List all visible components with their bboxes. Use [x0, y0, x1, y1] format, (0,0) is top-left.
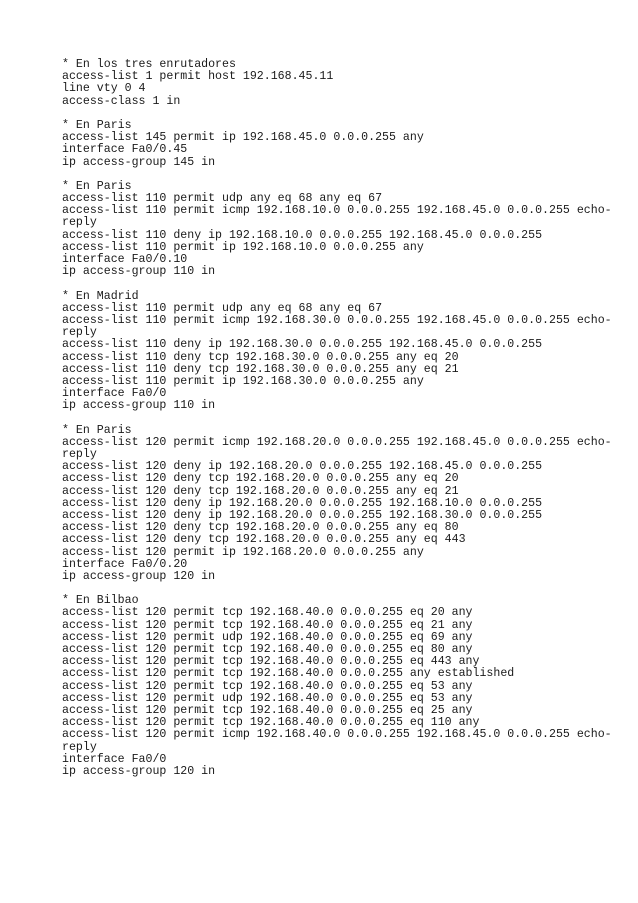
config-line: reply	[62, 448, 97, 461]
config-line: access-list 110 permit icmp 192.168.30.0 0.0.0.255 192.168.45.0 0.0.0.255 echo-	[62, 313, 612, 327]
section-spacer	[62, 169, 622, 181]
config-line: access-list 120 permit tcp 192.168.40.0 0.0.0.255 eq 110 any	[62, 716, 480, 730]
config-line: access-list 120 deny tcp 192.168.20.0 0.0.0.255 any eq 21	[62, 484, 459, 498]
config-line: reply	[62, 740, 97, 754]
config-line: interface Fa0/0	[62, 752, 167, 766]
config-line: access-list 110 permit icmp 192.168.10.0 0.0.0.255 192.168.45.0 0.0.0.255 echo-	[62, 204, 612, 218]
section-spacer	[62, 583, 622, 595]
config-line: line vty 0 4	[62, 82, 146, 96]
config-line: access-list 120 permit tcp 192.168.40.0 0.0.0.255 eq 53 any	[62, 679, 473, 693]
config-line: ip access-group 120 in	[62, 569, 216, 583]
section-heading: * En Bilbao	[62, 594, 139, 608]
config-line: interface Fa0/0.45	[62, 143, 188, 157]
config-line: access-class 1 in	[62, 94, 181, 108]
config-line: access-list 120 permit tcp 192.168.40.0 0.0.0.255 eq 25 any	[62, 703, 473, 717]
config-line: access-list 120 deny tcp 192.168.20.0 0.0.0.255 any eq 443	[62, 533, 466, 547]
config-line: access-list 110 deny ip 192.168.10.0 0.0.0.255 192.168.45.0 0.0.0.255	[62, 228, 543, 242]
config-section	[62, 181, 622, 279]
config-line: ip access-group 145 in	[62, 155, 216, 169]
config-section	[62, 59, 622, 108]
config-line: ip access-group 120 in	[62, 764, 216, 778]
config-line: access-list 120 permit tcp 192.168.40.0 0.0.0.255 eq 80 any	[62, 643, 473, 656]
config-section	[62, 291, 622, 413]
config-line: access-list 110 permit ip 192.168.10.0 0.0.0.255 any	[62, 240, 424, 254]
section-heading: * En Paris	[62, 423, 132, 437]
config-line: access-list 110 permit ip 192.168.30.0 0.0.0.255 any	[62, 374, 424, 388]
config-line: access-list 120 permit tcp 192.168.40.0 0.0.0.255 any established	[62, 667, 515, 681]
config-line: reply	[62, 326, 97, 340]
section-heading: * En Paris	[62, 118, 132, 132]
section-spacer	[62, 412, 622, 424]
config-line: access-list 120 permit udp 192.168.40.0 0.0.0.255 eq 53 any	[62, 691, 473, 705]
document-body	[62, 59, 622, 778]
config-line: access-list 120 permit tcp 192.168.40.0 0.0.0.255 eq 443 any	[62, 655, 480, 669]
config-line: access-list 110 deny tcp 192.168.30.0 0.0.0.255 any eq 20	[62, 350, 459, 364]
config-line: access-list 120 permit tcp 192.168.40.0 0.0.0.255 eq 21 any	[62, 618, 473, 632]
config-line: interface Fa0/0	[62, 387, 167, 401]
config-line: access-list 110 deny ip 192.168.30.0 0.0.0.255 192.168.45.0 0.0.0.255	[62, 338, 543, 352]
config-line: access-list 120 permit icmp 192.168.20.0 0.0.0.255 192.168.45.0 0.0.0.255 echo-	[62, 435, 612, 449]
section-spacer	[62, 108, 622, 120]
config-line: access-list 120 permit ip 192.168.20.0 0.0.0.255 any	[62, 545, 424, 559]
config-line: reply	[62, 216, 97, 230]
config-line: access-list 110 permit udp any eq 68 any eq 67	[62, 301, 383, 315]
config-line: access-list 1 permit host 192.168.45.11	[62, 70, 334, 84]
config-line: access-list 120 deny tcp 192.168.20.0 0.0.0.255 any eq 80	[62, 521, 459, 535]
config-line: access-list 120 deny ip 192.168.20.0 0.0.0.255 192.168.45.0 0.0.0.255	[62, 460, 543, 474]
config-line: access-list 120 permit tcp 192.168.40.0 0.0.0.255 eq 20 any	[62, 606, 473, 620]
config-line: access-list 145 permit ip 192.168.45.0 0.0.0.255 any	[62, 131, 424, 145]
config-line: access-list 120 deny tcp 192.168.20.0 0.0.0.255 any eq 20	[62, 472, 459, 486]
section-spacer	[62, 278, 622, 290]
config-line: interface Fa0/0.10	[62, 253, 188, 266]
config-line: ip access-group 110 in	[62, 265, 216, 279]
config-line: access-list 120 permit icmp 192.168.40.0 0.0.0.255 192.168.45.0 0.0.0.255 echo-	[62, 728, 612, 742]
config-line: access-list 110 deny tcp 192.168.30.0 0.0.0.255 any eq 21	[62, 362, 459, 376]
config-line: ip access-group 110 in	[62, 399, 216, 413]
config-line: access-list 120 permit udp 192.168.40.0 0.0.0.255 eq 69 any	[62, 630, 473, 644]
config-section	[62, 120, 622, 169]
config-line: interface Fa0/0.20	[62, 557, 188, 571]
config-section	[62, 425, 622, 583]
config-line: access-list 120 deny ip 192.168.20.0 0.0.0.255 192.168.30.0 0.0.0.255	[62, 508, 543, 522]
section-heading: * En Paris	[62, 179, 132, 193]
config-line: access-list 120 deny ip 192.168.20.0 0.0.0.255 192.168.10.0 0.0.0.255	[62, 496, 543, 510]
section-heading: * En los tres enrutadores	[62, 58, 236, 71]
config-section	[62, 595, 622, 778]
config-line: access-list 110 permit udp any eq 68 any eq 67	[62, 192, 383, 206]
section-heading: * En Madrid	[62, 289, 139, 303]
